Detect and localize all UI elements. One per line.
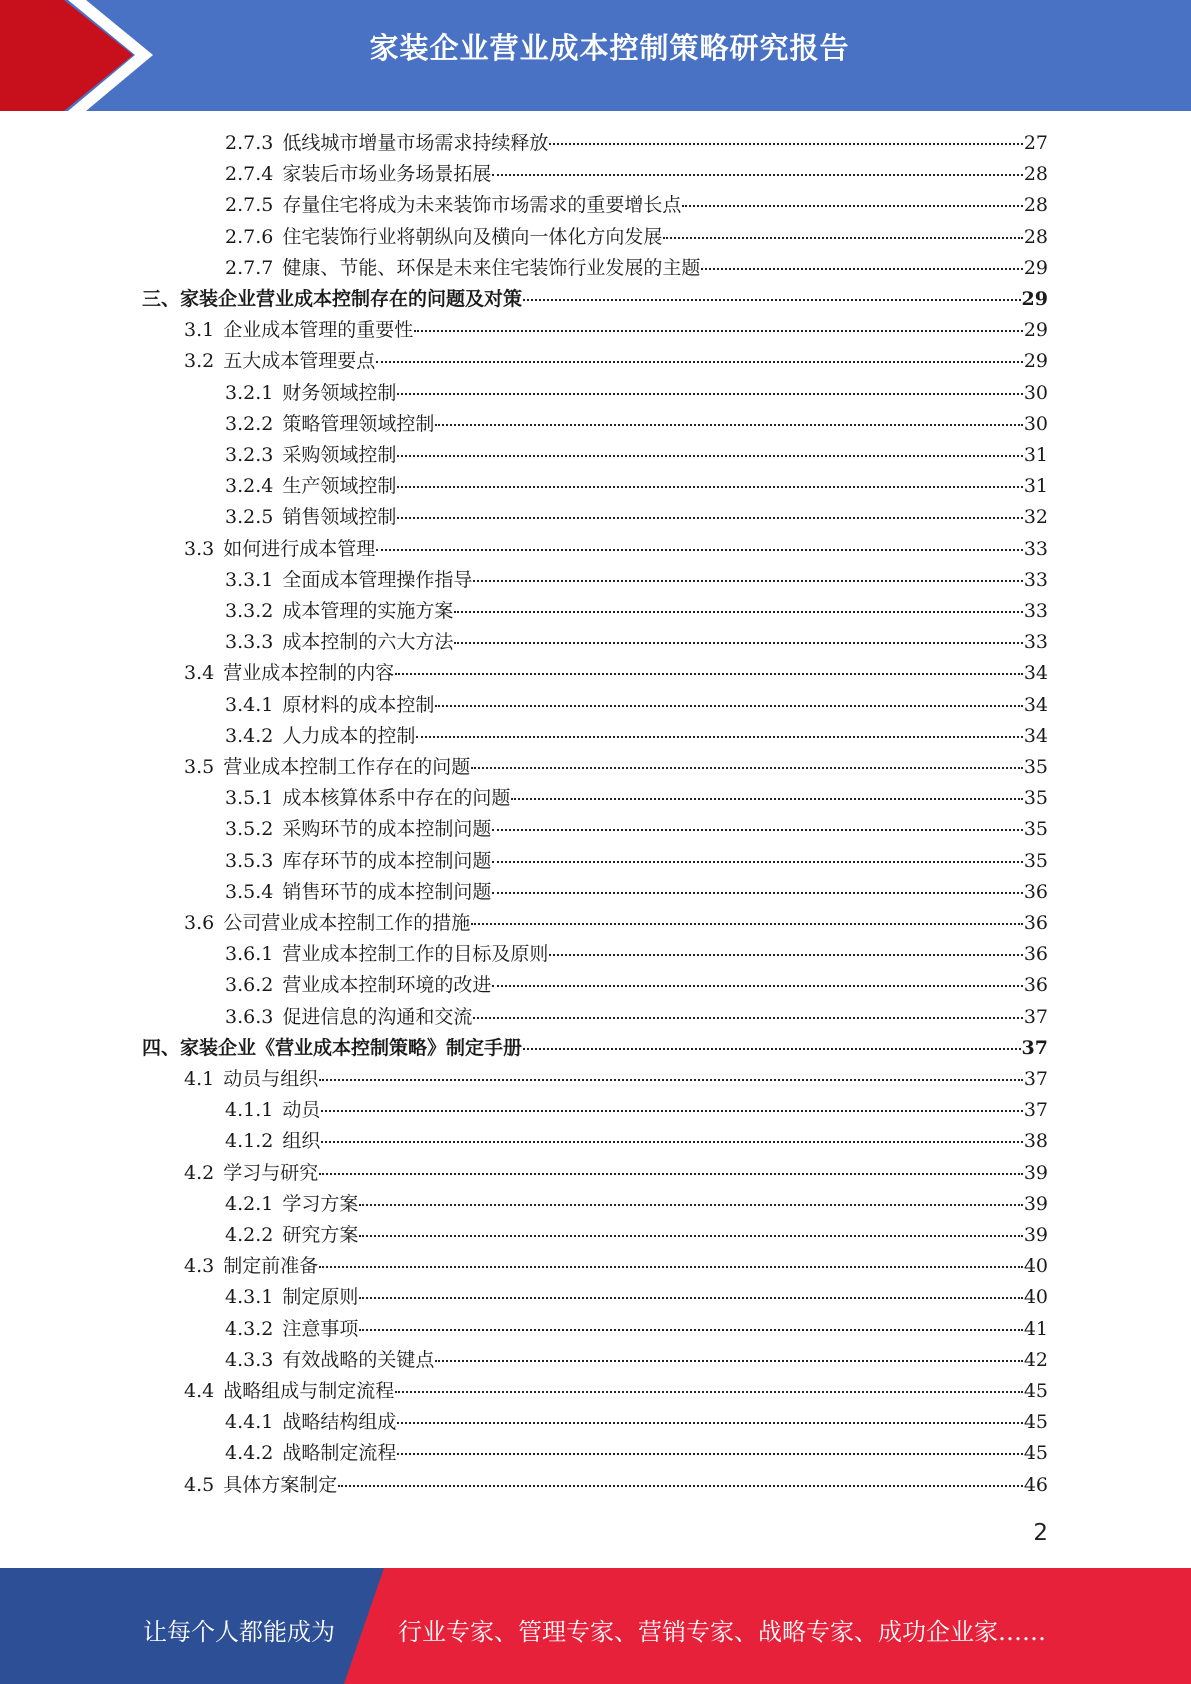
toc-entry[interactable]	[225, 1220, 1048, 1251]
toc-entry[interactable]	[184, 1376, 1048, 1407]
toc-entry-number: 4.2.2	[225, 1224, 274, 1246]
toc-entry-title: 动员与组织	[223, 1068, 319, 1090]
toc-dot-leader	[319, 1266, 1023, 1268]
toc-entry-page: 45	[1023, 1380, 1048, 1402]
toc-dot-leader	[397, 393, 1022, 395]
toc-entry[interactable]	[225, 721, 1048, 752]
toc-entry-title: 营业成本控制环境的改进	[282, 974, 492, 997]
toc-entry-page: 46	[1023, 1473, 1048, 1496]
toc-entry-number: 3.5.3	[225, 849, 274, 872]
toc-entry[interactable]	[184, 1064, 1048, 1095]
toc-entry-title: 营业成本控制的内容	[223, 662, 395, 685]
toc-dot-leader	[435, 424, 1022, 426]
toc-entry-page: 38	[1023, 1130, 1048, 1153]
toc-entry[interactable]	[225, 970, 1048, 1001]
toc-dot-leader	[492, 829, 1022, 831]
toc-entry-page: 30	[1023, 381, 1048, 404]
toc-entry[interactable]	[184, 1251, 1048, 1282]
toc-entry[interactable]	[225, 627, 1048, 658]
toc-entry-title: 战略制定流程	[282, 1442, 397, 1465]
toc-entry-page: 40	[1023, 1286, 1048, 1309]
toc-entry-page: 34	[1023, 693, 1048, 716]
toc-entry[interactable]	[225, 783, 1048, 814]
toc-dot-leader	[471, 767, 1023, 769]
toc-entry-title: 家装后市场业务场景拓展	[282, 163, 492, 186]
toc-dot-leader	[454, 642, 1022, 644]
toc-entry-title: 具体方案制定	[223, 1473, 338, 1496]
toc-entry-page: 39	[1023, 1192, 1048, 1215]
toc-entry-number: 3.4	[184, 662, 215, 685]
toc-entry-title: 战略组成与制定流程	[223, 1380, 395, 1402]
toc-entry-number: 4.3.2	[225, 1317, 274, 1340]
toc-entry-page: 28	[1023, 225, 1048, 248]
toc-dot-leader	[376, 361, 1023, 363]
toc-entry-number: 3.2.2	[225, 412, 274, 435]
toc-entry-title: 动员	[282, 1099, 321, 1122]
toc-entry-title: 全面成本管理操作指导	[282, 568, 473, 591]
toc-entry-page: 33	[1023, 600, 1048, 622]
toc-entry[interactable]	[225, 1314, 1048, 1345]
toc-dot-leader	[338, 1485, 1023, 1487]
toc-entry[interactable]	[184, 315, 1048, 346]
toc-entry-number: 4.4.1	[225, 1411, 274, 1434]
toc-entry[interactable]	[225, 1345, 1048, 1376]
toc-entry-title: 采购领域控制	[282, 444, 397, 466]
toc-entry[interactable]	[225, 1126, 1048, 1157]
toc-entry-page: 28	[1023, 163, 1048, 186]
toc-entry-page: 36	[1023, 912, 1048, 934]
toc-entry-page: 35	[1023, 787, 1048, 810]
toc-dot-leader	[321, 1110, 1022, 1112]
toc-entry-number: 2.7.7	[225, 256, 274, 279]
toc-entry[interactable]	[184, 1470, 1048, 1501]
toc-entry-page: 35	[1023, 756, 1048, 778]
toc-entry-page: 45	[1023, 1442, 1048, 1465]
toc-entry-page: 36	[1023, 943, 1048, 966]
toc-dot-leader	[319, 1173, 1023, 1175]
toc-dot-leader	[397, 517, 1022, 519]
toc-entry-number: 3.5	[184, 756, 215, 778]
toc-entry-number: 3.2.4	[225, 475, 274, 498]
toc-entry-page: 42	[1023, 1348, 1048, 1371]
toc-dot-leader	[492, 985, 1022, 987]
toc-entry-title: 生产领域控制	[282, 475, 397, 498]
toc-dot-leader	[701, 268, 1022, 270]
toc-entry[interactable]	[142, 284, 1048, 315]
toc-dot-leader	[321, 1141, 1022, 1143]
toc-entry-number: 3.2.1	[225, 381, 274, 404]
toc-entry-title: 学习与研究	[223, 1161, 319, 1184]
toc-entry-page: 30	[1023, 412, 1048, 435]
toc-entry-number: 4.4.2	[225, 1442, 274, 1465]
toc-entry-title: 住宅装饰行业将朝纵向及横向一体化方向发展	[282, 225, 663, 248]
toc-entry-title: 成本核算体系中存在的问题	[282, 787, 511, 810]
toc-dot-leader	[359, 1297, 1022, 1299]
toc-dot-leader	[416, 736, 1022, 738]
toc-entry-number: 4.4	[184, 1380, 215, 1402]
toc-entry-number: 4.1.1	[225, 1099, 274, 1122]
footer-slogan-left: 让每个人都能成为	[143, 1618, 335, 1646]
header-band	[0, 0, 1191, 111]
toc-dot-leader	[473, 580, 1022, 582]
toc-entry-title: 五大成本管理要点	[223, 350, 376, 373]
toc-entry-number: 2.7.5	[225, 194, 274, 217]
toc-entry-number: 3.3	[184, 537, 215, 560]
toc-entry-page: 37	[1021, 1036, 1048, 1059]
toc-entry-page: 36	[1023, 880, 1048, 903]
toc-dot-leader	[397, 486, 1022, 488]
toc-dot-leader	[549, 954, 1022, 956]
toc-entry-title: 三、家装企业营业成本控制存在的问题及对策	[142, 288, 523, 310]
toc-entry[interactable]	[184, 658, 1048, 689]
toc-entry-number: 3.5.4	[225, 880, 274, 903]
toc-entry[interactable]	[184, 346, 1048, 377]
toc-entry-page: 31	[1023, 444, 1048, 466]
toc-entry-title: 制定前准备	[223, 1255, 319, 1278]
toc-dot-leader	[359, 1204, 1022, 1206]
toc-entry-number: 2.7.6	[225, 225, 274, 248]
toc-entry-number: 4.2.1	[225, 1192, 274, 1215]
toc-entry[interactable]	[225, 846, 1048, 877]
toc-entry-title: 战略结构组成	[282, 1411, 397, 1434]
toc-entry-page: 31	[1023, 475, 1048, 498]
toc-entry-number: 4.1	[184, 1068, 215, 1090]
toc-entry-title: 营业成本控制工作的目标及原则	[282, 943, 549, 966]
toc-entry-number: 4.1.2	[225, 1130, 274, 1153]
toc-entry-title: 制定原则	[282, 1286, 359, 1309]
toc-entry-page: 41	[1023, 1317, 1048, 1340]
toc-entry-page: 34	[1023, 724, 1048, 747]
toc-dot-leader	[395, 673, 1023, 675]
toc-entry-page: 33	[1023, 631, 1048, 654]
toc-entry-number: 3.5.1	[225, 787, 274, 810]
toc-entry[interactable]	[225, 1438, 1048, 1469]
toc-entry[interactable]	[225, 190, 1048, 221]
toc-entry-title: 销售领域控制	[282, 506, 397, 529]
footer-slogan-right: 行业专家、管理专家、营销专家、战略专家、成功企业家……	[398, 1618, 1046, 1646]
toc-entry[interactable]	[225, 1002, 1048, 1033]
toc-dot-leader	[492, 892, 1022, 894]
report-title: 家装企业营业成本控制策略研究报告	[369, 31, 850, 65]
toc-dot-leader	[376, 549, 1023, 551]
toc-entry-title: 研究方案	[282, 1224, 359, 1246]
toc-entry-page: 40	[1023, 1255, 1048, 1278]
toc-dot-leader	[523, 299, 1021, 301]
toc-entry[interactable]	[142, 1033, 1048, 1064]
toc-entry-title: 企业成本管理的重要性	[223, 319, 414, 342]
toc-entry-title: 有效战略的关键点	[282, 1348, 435, 1371]
toc-entry-title: 财务领域控制	[282, 381, 397, 404]
toc-entry-page: 35	[1023, 818, 1048, 841]
toc-entry-title: 成本控制的六大方法	[282, 631, 454, 654]
toc-entry-title: 低线城市增量市场需求持续释放	[282, 132, 549, 154]
toc-dot-leader	[471, 923, 1023, 925]
footer-band	[0, 1568, 1191, 1684]
toc-entry-title: 销售环节的成本控制问题	[282, 880, 492, 903]
toc-entry[interactable]	[184, 908, 1048, 939]
toc-entry-page: 29	[1023, 350, 1048, 373]
toc-entry[interactable]	[225, 565, 1048, 596]
toc-entry[interactable]	[225, 409, 1048, 440]
toc-entry-number: 3.4.2	[225, 724, 274, 747]
toc-entry-page: 35	[1023, 849, 1048, 872]
toc-dot-leader	[435, 705, 1022, 707]
toc-entry[interactable]	[225, 159, 1048, 190]
toc-entry-title: 人力成本的控制	[282, 724, 416, 747]
toc-dot-leader	[319, 1079, 1023, 1081]
toc-entry[interactable]	[225, 1095, 1048, 1126]
toc-entry-number: 4.2	[184, 1161, 215, 1184]
toc-entry-number: 4.3	[184, 1255, 215, 1278]
toc-entry-number: 4.3.1	[225, 1286, 274, 1309]
toc-dot-leader	[523, 1048, 1021, 1050]
toc-dot-leader	[397, 1453, 1022, 1455]
toc-dot-leader	[492, 861, 1022, 863]
toc-entry[interactable]	[225, 1282, 1048, 1313]
toc-entry-title: 健康、节能、环保是未来住宅装饰行业发展的主题	[282, 256, 701, 279]
toc-dot-leader	[549, 143, 1022, 145]
toc-entry-title: 公司营业成本控制工作的措施	[223, 912, 471, 934]
toc-entry-title: 四、家装企业《营业成本控制策略》制定手册	[142, 1036, 523, 1059]
toc-entry-number: 3.6.2	[225, 974, 274, 997]
toc-dot-leader	[395, 1391, 1023, 1393]
toc-entry-title: 策略管理领域控制	[282, 412, 435, 435]
toc-entry-number: 3.3.1	[225, 568, 274, 591]
toc-entry-title: 库存环节的成本控制问题	[282, 849, 492, 872]
toc-entry[interactable]	[225, 222, 1048, 253]
toc-dot-leader	[492, 174, 1022, 176]
toc-entry[interactable]	[225, 378, 1048, 409]
toc-entry[interactable]	[225, 814, 1048, 845]
toc-entry-number: 3.3.3	[225, 631, 274, 654]
page-number: 2	[1033, 1520, 1048, 1546]
toc-entry-page: 45	[1023, 1411, 1048, 1434]
toc-dot-leader	[511, 798, 1022, 800]
toc-entry-page: 33	[1023, 537, 1048, 560]
toc-entry[interactable]	[225, 877, 1048, 908]
toc-entry-number: 3.1	[184, 319, 215, 342]
toc-dot-leader	[454, 611, 1022, 613]
toc-entry-page: 37	[1023, 1068, 1048, 1090]
toc-entry-number: 2.7.4	[225, 163, 274, 186]
toc-entry-page: 27	[1023, 132, 1048, 154]
toc-entry-title: 学习方案	[282, 1192, 359, 1215]
toc-entry[interactable]	[184, 534, 1048, 565]
toc-dot-leader	[435, 1360, 1022, 1362]
toc-entry-number: 3.2	[184, 350, 215, 373]
toc-dot-leader	[397, 1422, 1022, 1424]
toc-entry[interactable]	[225, 128, 1048, 159]
toc-dot-leader	[359, 1329, 1022, 1331]
toc-entry-page: 34	[1023, 662, 1048, 685]
toc-dot-leader	[682, 205, 1022, 207]
toc-entry-title: 存量住宅将成为未来装饰市场需求的重要增长点	[282, 194, 682, 217]
toc-entry-number: 3.6.1	[225, 943, 274, 966]
toc-entry-number: 4.3.3	[225, 1348, 274, 1371]
toc-entry[interactable]	[225, 939, 1048, 970]
toc-entry[interactable]	[225, 253, 1048, 284]
toc-entry-page: 28	[1023, 194, 1048, 217]
toc-entry-number: 3.5.2	[225, 818, 274, 841]
toc-entry-number: 3.6	[184, 912, 215, 934]
toc-entry-page: 29	[1023, 319, 1048, 342]
toc-entry-title: 组织	[282, 1130, 321, 1153]
toc-entry-page: 37	[1023, 1005, 1048, 1028]
toc-entry-title: 如何进行成本管理	[223, 537, 376, 560]
toc-dot-leader	[663, 237, 1022, 239]
toc-entry-page: 39	[1023, 1161, 1048, 1184]
toc-entry-number: 3.2.3	[225, 444, 274, 466]
toc-dot-leader	[414, 330, 1023, 332]
toc-entry[interactable]	[184, 1158, 1048, 1189]
toc-entry-page: 29	[1021, 288, 1048, 310]
toc-entry-number: 3.6.3	[225, 1005, 274, 1028]
toc-entry-number: 3.2.5	[225, 506, 274, 529]
toc-entry-number: 3.4.1	[225, 693, 274, 716]
toc-entry-title: 原材料的成本控制	[282, 693, 435, 716]
toc-entry[interactable]	[225, 471, 1048, 502]
toc-entry-page: 37	[1023, 1099, 1048, 1122]
toc-entry[interactable]	[225, 1407, 1048, 1438]
toc-entry[interactable]	[225, 440, 1048, 471]
toc-entry-number: 2.7.3	[225, 132, 274, 154]
toc-entry-page: 36	[1023, 974, 1048, 997]
toc-dot-leader	[397, 455, 1022, 457]
toc-entry-title: 注意事项	[282, 1317, 359, 1340]
toc-entry[interactable]	[225, 1189, 1048, 1220]
toc-entry[interactable]	[184, 752, 1048, 783]
toc-entry-title: 营业成本控制工作存在的问题	[223, 756, 471, 778]
toc-dot-leader	[359, 1235, 1022, 1237]
toc-entry-page: 39	[1023, 1224, 1048, 1246]
toc-entry[interactable]	[225, 502, 1048, 533]
toc-entry[interactable]	[225, 690, 1048, 721]
toc-entry-number: 4.5	[184, 1473, 215, 1496]
toc-entry-title: 成本管理的实施方案	[282, 600, 454, 622]
toc-dot-leader	[473, 1017, 1022, 1019]
toc-entry-page: 32	[1023, 506, 1048, 529]
toc-entry-title: 采购环节的成本控制问题	[282, 818, 492, 841]
toc-entry-page: 33	[1023, 568, 1048, 591]
toc-entry-title: 促进信息的沟通和交流	[282, 1005, 473, 1028]
toc-entry-number: 3.3.2	[225, 600, 274, 622]
toc-entry-page: 29	[1023, 256, 1048, 279]
toc-entry[interactable]	[225, 596, 1048, 627]
